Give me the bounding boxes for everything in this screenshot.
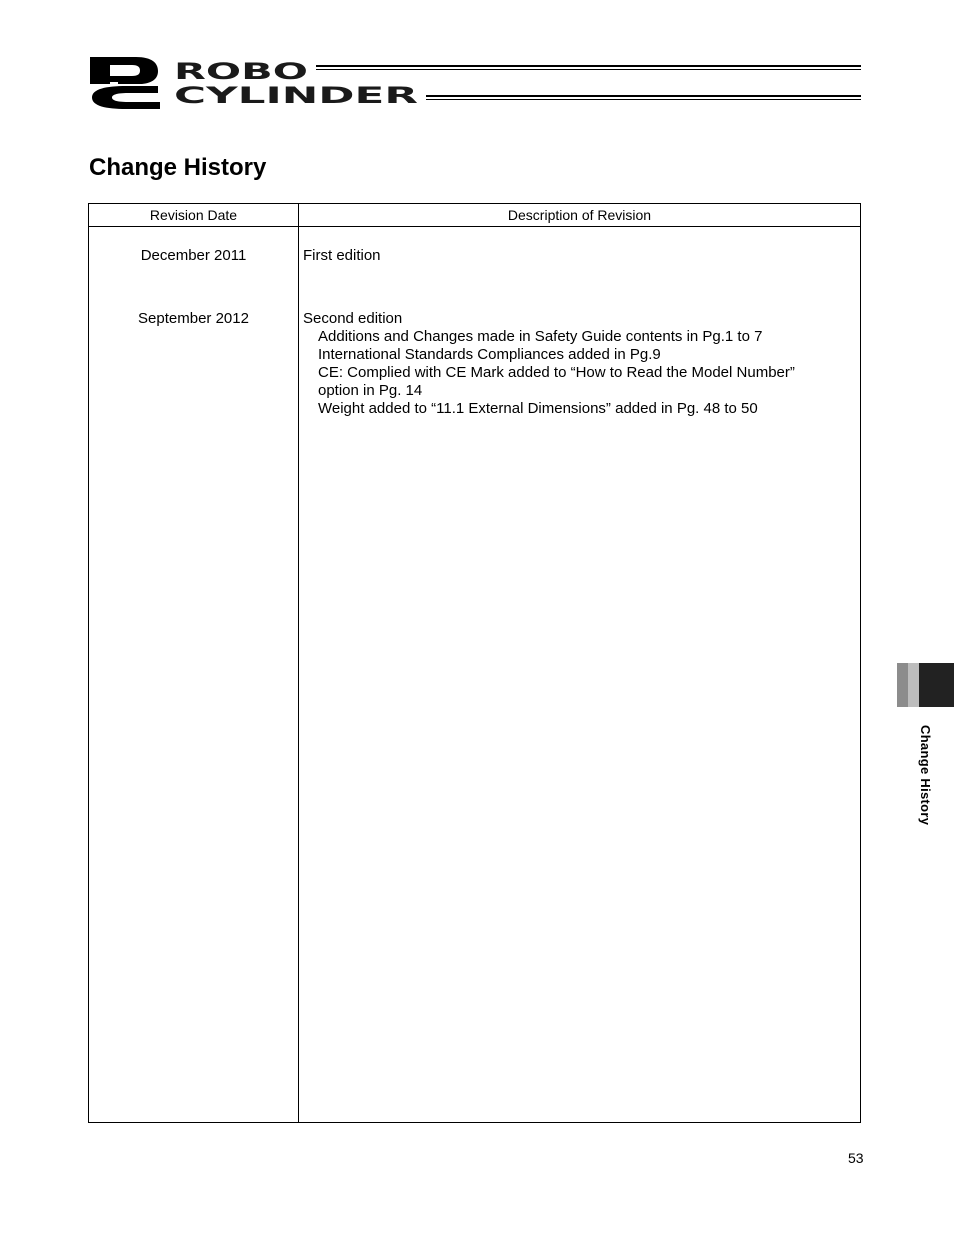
column-header-revision-date: Revision Date bbox=[149, 207, 238, 223]
svg-text:ROBO: ROBO bbox=[174, 60, 308, 85]
description-line: Second edition bbox=[303, 310, 403, 327]
robo-cylinder-logo-icon bbox=[88, 55, 162, 109]
description-line: First edition bbox=[303, 247, 381, 264]
column-divider bbox=[298, 204, 299, 1122]
chapter-tab-marker bbox=[897, 663, 954, 707]
description-line: International Standards Compliances added in Pg.9 bbox=[318, 346, 661, 363]
revision-description bbox=[303, 247, 853, 265]
page-number: 53 bbox=[848, 1150, 864, 1166]
column-header-description: Description of Revision bbox=[507, 207, 652, 223]
header-rule-bottom bbox=[426, 95, 861, 100]
revision-description bbox=[303, 310, 853, 418]
description-line: Weight added to “11.1 External Dimensions” added in Pg. 48 to 50 bbox=[318, 400, 758, 417]
revision-date: December 2011 bbox=[140, 247, 247, 264]
description-line: Additions and Changes made in Safety Guide contents in Pg.1 to 7 bbox=[318, 328, 763, 345]
description-line: CE: Complied with CE Mark added to “How to Read the Model Number” bbox=[318, 364, 795, 381]
revision-date: September 2012 bbox=[138, 310, 249, 327]
header-rule-top bbox=[316, 65, 861, 70]
page-title: Change History bbox=[89, 154, 267, 181]
description-line: option in Pg. 14 bbox=[318, 382, 423, 399]
header-divider bbox=[89, 226, 860, 227]
side-tab-label: Change History bbox=[918, 725, 933, 826]
svg-text:CYLINDER: CYLINDER bbox=[174, 84, 419, 107]
change-history-table bbox=[88, 203, 861, 1123]
